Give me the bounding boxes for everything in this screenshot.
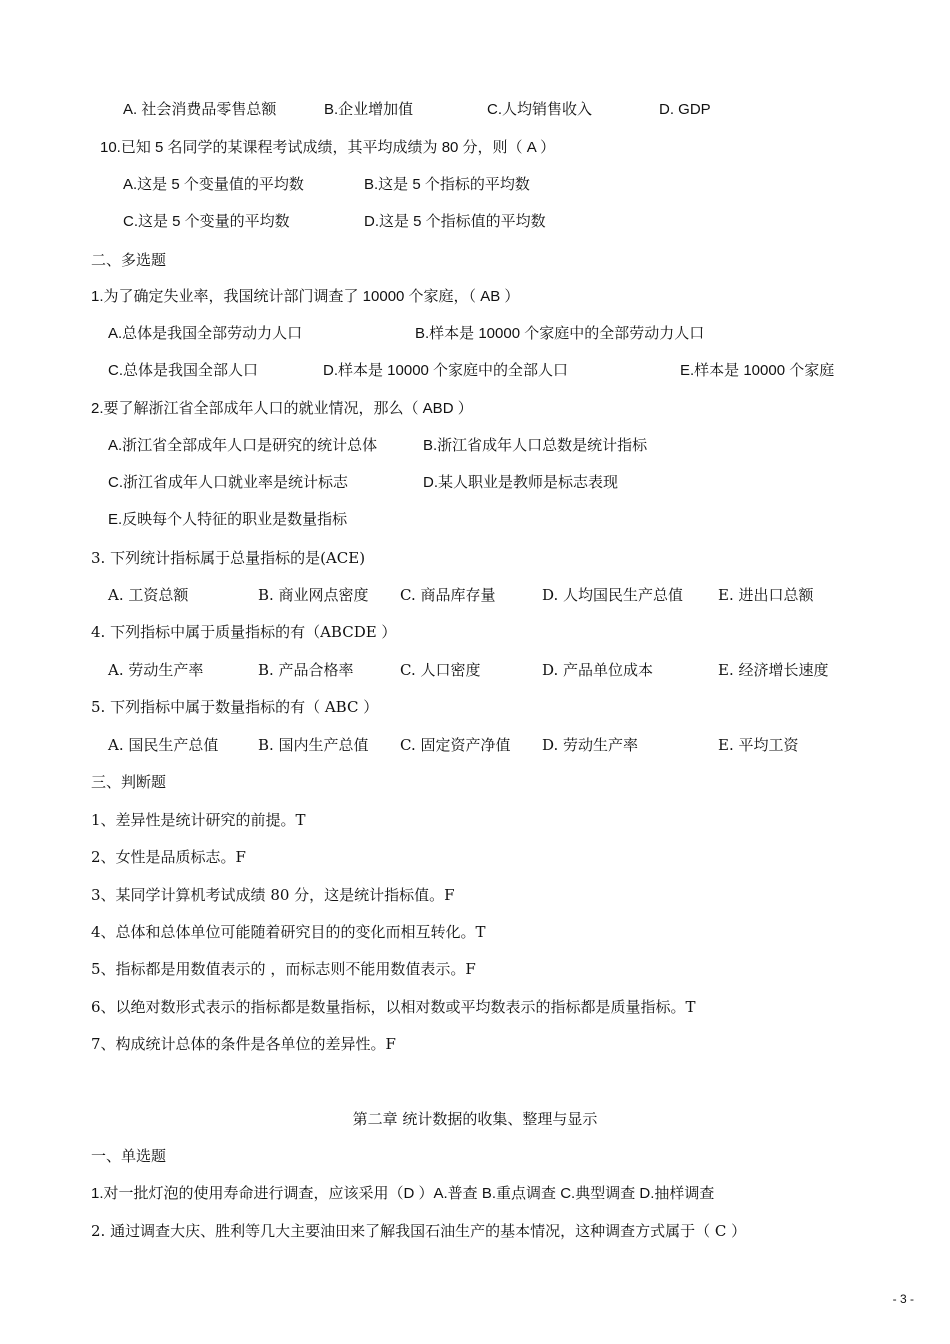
mq3-option-a: A. 工资总额 xyxy=(108,586,189,604)
mq3-option-c: C. 商品库存量 xyxy=(400,586,496,604)
q10-option-a: A.这是 5 个变量值的平均数 xyxy=(123,176,304,193)
mq2-option-d: D.某人职业是教师是标志表现 xyxy=(423,474,619,491)
mq5-option-d: D. 劳动生产率 xyxy=(542,736,639,754)
mq2-stem: 2.要了解浙江省全部成年人口的就业情况，那么（ ABD ） xyxy=(91,400,473,417)
mq4-option-d: D. 产品单位成本 xyxy=(542,661,654,679)
mq2-option-a: A.浙江省全部成年人口是研究的统计总体 xyxy=(108,437,378,454)
ch2-q2: 2. 通过调查大庆、胜利等几大主要油田来了解我国石油生产的基本情况，这种调查方式属于（ C ） xyxy=(91,1222,747,1240)
mq5-option-b: B. 国内生产总值 xyxy=(258,736,369,754)
mq4-option-e: E. 经济增长速度 xyxy=(718,661,829,679)
mq5-option-a: A. 国民生产总值 xyxy=(108,736,219,754)
q9-option-b: B.企业增加值 xyxy=(324,101,414,118)
mq1-option-b: B.样本是 10000 个家庭中的全部劳动力人口 xyxy=(415,325,705,342)
judgement-item: 2、女性是品质标志。F xyxy=(91,848,246,866)
section-title-multiple-choice: 二、多选题 xyxy=(91,251,167,269)
mq1-option-a: A.总体是我国全部劳动力人口 xyxy=(108,325,303,342)
mq4-option-c: C. 人口密度 xyxy=(400,661,481,679)
mq3-option-e: E. 进出口总额 xyxy=(718,586,814,604)
mq3-stem: 3. 下列统计指标属于总量指标的是(ACE) xyxy=(91,549,366,567)
q10-stem: 10.已知 5 名同学的某课程考试成绩，其平均成绩为 80 分，则（ A ） xyxy=(100,139,556,156)
mq5-option-c: C. 固定资产净值 xyxy=(400,736,511,754)
section-title-true-false: 三、判断题 xyxy=(91,773,167,791)
mq5-option-e: E. 平均工资 xyxy=(718,736,799,754)
judgement-item: 7、构成统计总体的条件是各单位的差异性。F xyxy=(91,1035,396,1053)
mq4-option-a: A. 劳动生产率 xyxy=(108,661,204,679)
q10-option-c: C.这是 5 个变量的平均数 xyxy=(123,213,290,230)
q9-option-a: A. 社会消费品零售总额 xyxy=(123,101,277,118)
mq1-option-e: E.样本是 10000 个家庭 xyxy=(680,362,835,379)
q10-option-b: B.这是 5 个指标的平均数 xyxy=(364,176,530,193)
section-title-single-choice: 一、单选题 xyxy=(91,1147,167,1165)
judgement-item: 3、某同学计算机考试成绩 80 分，这是统计指标值。F xyxy=(91,886,455,904)
mq1-option-c: C.总体是我国全部人口 xyxy=(108,362,259,379)
mq2-option-b: B.浙江省成年人口总数是统计指标 xyxy=(423,437,648,454)
mq3-option-b: B. 商业网点密度 xyxy=(258,586,369,604)
q10-option-d: D.这是 5 个指标值的平均数 xyxy=(364,213,546,230)
judgement-item: 1、差异性是统计研究的前提。T xyxy=(91,811,306,829)
q9-option-c: C.人均销售收入 xyxy=(487,101,593,118)
q9-option-d: D. GDP xyxy=(659,101,711,118)
judgement-item: 5、指标都是用数值表示的 ，而标志则不能用数值表示。F xyxy=(91,960,476,978)
mq2-option-e: E.反映每个人特征的职业是数量指标 xyxy=(108,511,348,528)
judgement-item: 4、总体和总体单位可能随着研究目的的变化而相互转化。T xyxy=(91,923,486,941)
mq5-stem: 5. 下列指标中属于数量指标的有（ ABC ） xyxy=(91,698,379,716)
chapter-title: 第二章 统计数据的收集、整理与显示 xyxy=(352,1110,598,1128)
ch2-q1: 1.对一批灯泡的使用寿命进行调查，应该采用（D ）A.普查 B.重点调查 C.典型调查 D.抽样调查 xyxy=(91,1185,715,1202)
mq1-option-d: D.样本是 10000 个家庭中的全部人口 xyxy=(323,362,569,379)
mq4-option-b: B. 产品合格率 xyxy=(258,661,354,679)
page-number: - 3 - xyxy=(892,1292,914,1306)
mq3-option-d: D. 人均国民生产总值 xyxy=(542,586,684,604)
mq1-stem: 1.为了确定失业率，我国统计部门调查了 10000 个家庭，（ AB ） xyxy=(91,288,520,305)
mq4-stem: 4. 下列指标中属于质量指标的有（ABCDE ） xyxy=(91,623,397,641)
judgement-item: 6、以绝对数形式表示的指标都是数量指标，以相对数或平均数表示的指标都是质量指标。T xyxy=(91,998,696,1016)
mq2-option-c: C.浙江省成年人口就业率是统计标志 xyxy=(108,474,349,491)
